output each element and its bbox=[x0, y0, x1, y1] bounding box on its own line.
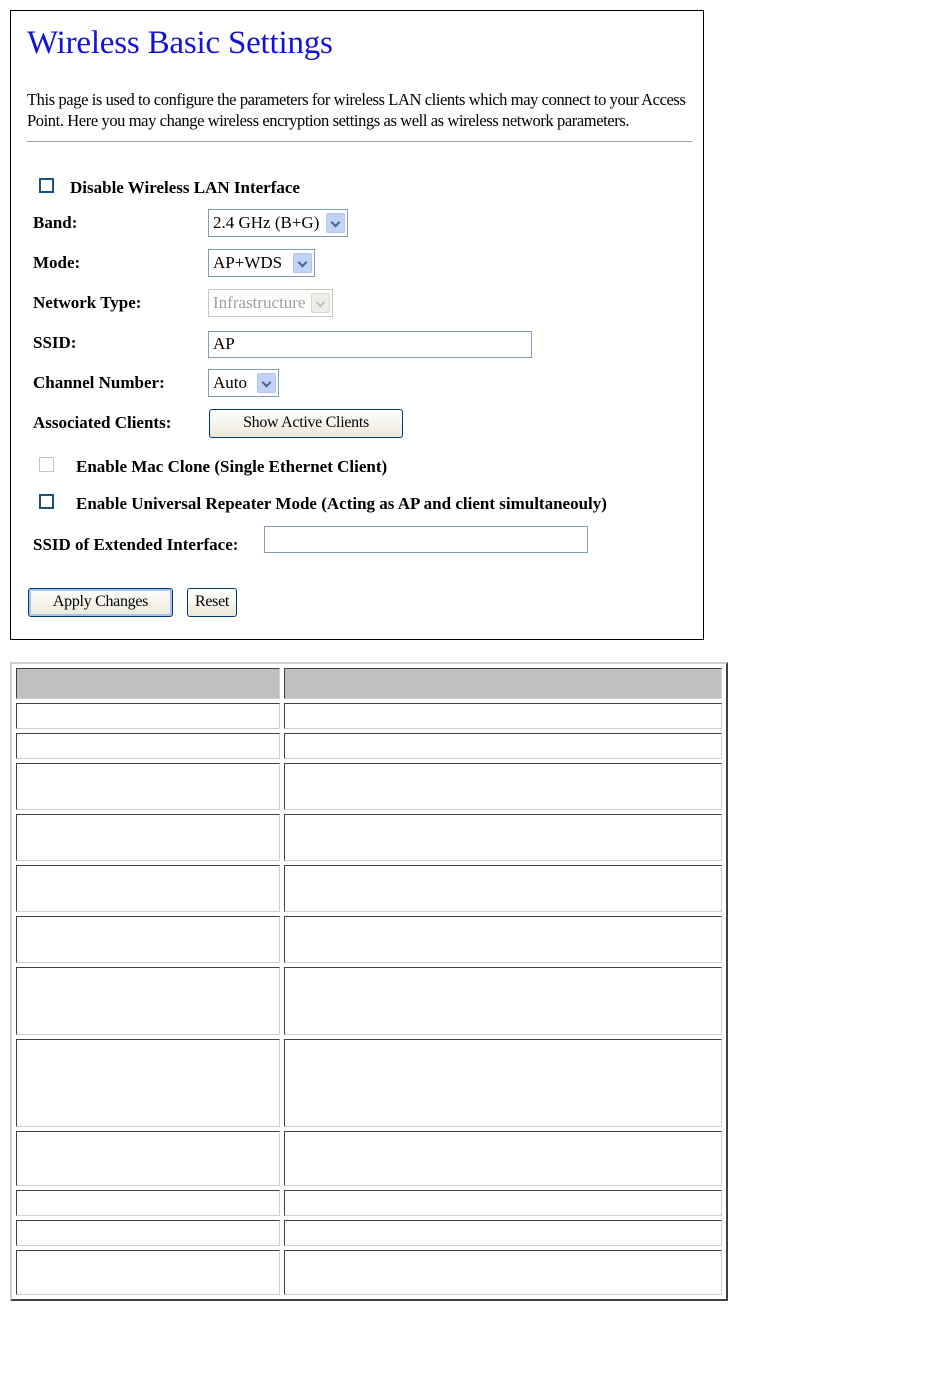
table-cell bbox=[16, 865, 280, 912]
extended-ssid-label: SSID of Extended Interface: bbox=[33, 535, 239, 554]
extended-ssid-input[interactable] bbox=[264, 526, 588, 553]
chevron-down-icon bbox=[311, 293, 330, 313]
table-cell bbox=[16, 733, 280, 759]
associated-clients-label: Associated Clients: bbox=[33, 413, 172, 432]
page-description: This page is used to configure the parameters for wireless LAN clients which may connect to your Access Point. Here you may change wireless encryption settings as well as wireless network parameters. bbox=[27, 90, 686, 130]
table-header-cell bbox=[16, 668, 280, 699]
table-cell bbox=[16, 1220, 280, 1246]
table-cell bbox=[16, 814, 280, 861]
table-cell bbox=[16, 1039, 280, 1127]
mac-clone-checkbox[interactable] bbox=[39, 457, 54, 472]
universal-repeater-label: Enable Universal Repeater Mode (Acting as AP and client simultaneouly) bbox=[76, 494, 607, 513]
table-cell bbox=[284, 1250, 722, 1295]
chevron-down-icon[interactable] bbox=[293, 253, 312, 273]
disable-wlan-label: Disable Wireless LAN Interface bbox=[70, 178, 300, 197]
wireless-settings-panel bbox=[10, 10, 704, 640]
network-type-select bbox=[208, 289, 333, 317]
mac-clone-label: Enable Mac Clone (Single Ethernet Client) bbox=[76, 457, 388, 476]
table-cell bbox=[284, 763, 722, 810]
network-type-label: Network Type: bbox=[33, 293, 142, 312]
table-cell bbox=[16, 916, 280, 963]
table-cell bbox=[16, 1250, 280, 1295]
page-title: Wireless Basic Settings bbox=[27, 25, 333, 61]
table-cell bbox=[284, 865, 722, 912]
table-cell bbox=[16, 1131, 280, 1186]
table-cell bbox=[284, 916, 722, 963]
show-active-clients-button[interactable]: Show Active Clients bbox=[209, 409, 403, 438]
mode-select[interactable] bbox=[208, 249, 315, 277]
ssid-input[interactable]: AP bbox=[208, 331, 532, 358]
channel-select-value: Auto bbox=[213, 373, 247, 392]
table-cell bbox=[284, 1039, 722, 1127]
table-cell bbox=[284, 967, 722, 1035]
chevron-down-icon[interactable] bbox=[326, 213, 345, 233]
chevron-down-icon[interactable] bbox=[257, 373, 276, 393]
table-cell bbox=[16, 967, 280, 1035]
mode-label: Mode: bbox=[33, 253, 81, 272]
band-label: Band: bbox=[33, 213, 78, 232]
table-cell bbox=[16, 763, 280, 810]
parameter-table bbox=[10, 662, 728, 1301]
table-header-cell bbox=[284, 668, 722, 699]
table-cell bbox=[284, 1190, 722, 1216]
ssid-label: SSID: bbox=[33, 333, 77, 352]
table-cell bbox=[16, 1190, 280, 1216]
table-cell bbox=[284, 1220, 722, 1246]
table-cell bbox=[16, 703, 280, 729]
channel-select[interactable] bbox=[208, 369, 279, 397]
table-cell bbox=[284, 703, 722, 729]
table-cell bbox=[284, 1131, 722, 1186]
divider bbox=[27, 141, 692, 142]
disable-wlan-checkbox[interactable] bbox=[39, 178, 54, 193]
mode-select-value: AP+WDS bbox=[213, 253, 283, 272]
apply-changes-button[interactable]: Apply Changes bbox=[28, 588, 173, 617]
universal-repeater-checkbox[interactable] bbox=[39, 494, 54, 509]
reset-button[interactable]: Reset bbox=[187, 588, 237, 617]
band-select-value: 2.4 GHz (B+G) bbox=[213, 213, 320, 232]
band-select[interactable] bbox=[208, 209, 348, 237]
network-type-select-value: Infrastructure bbox=[213, 293, 306, 312]
table-cell bbox=[284, 814, 722, 861]
table-cell bbox=[284, 733, 722, 759]
channel-label: Channel Number: bbox=[33, 373, 165, 392]
